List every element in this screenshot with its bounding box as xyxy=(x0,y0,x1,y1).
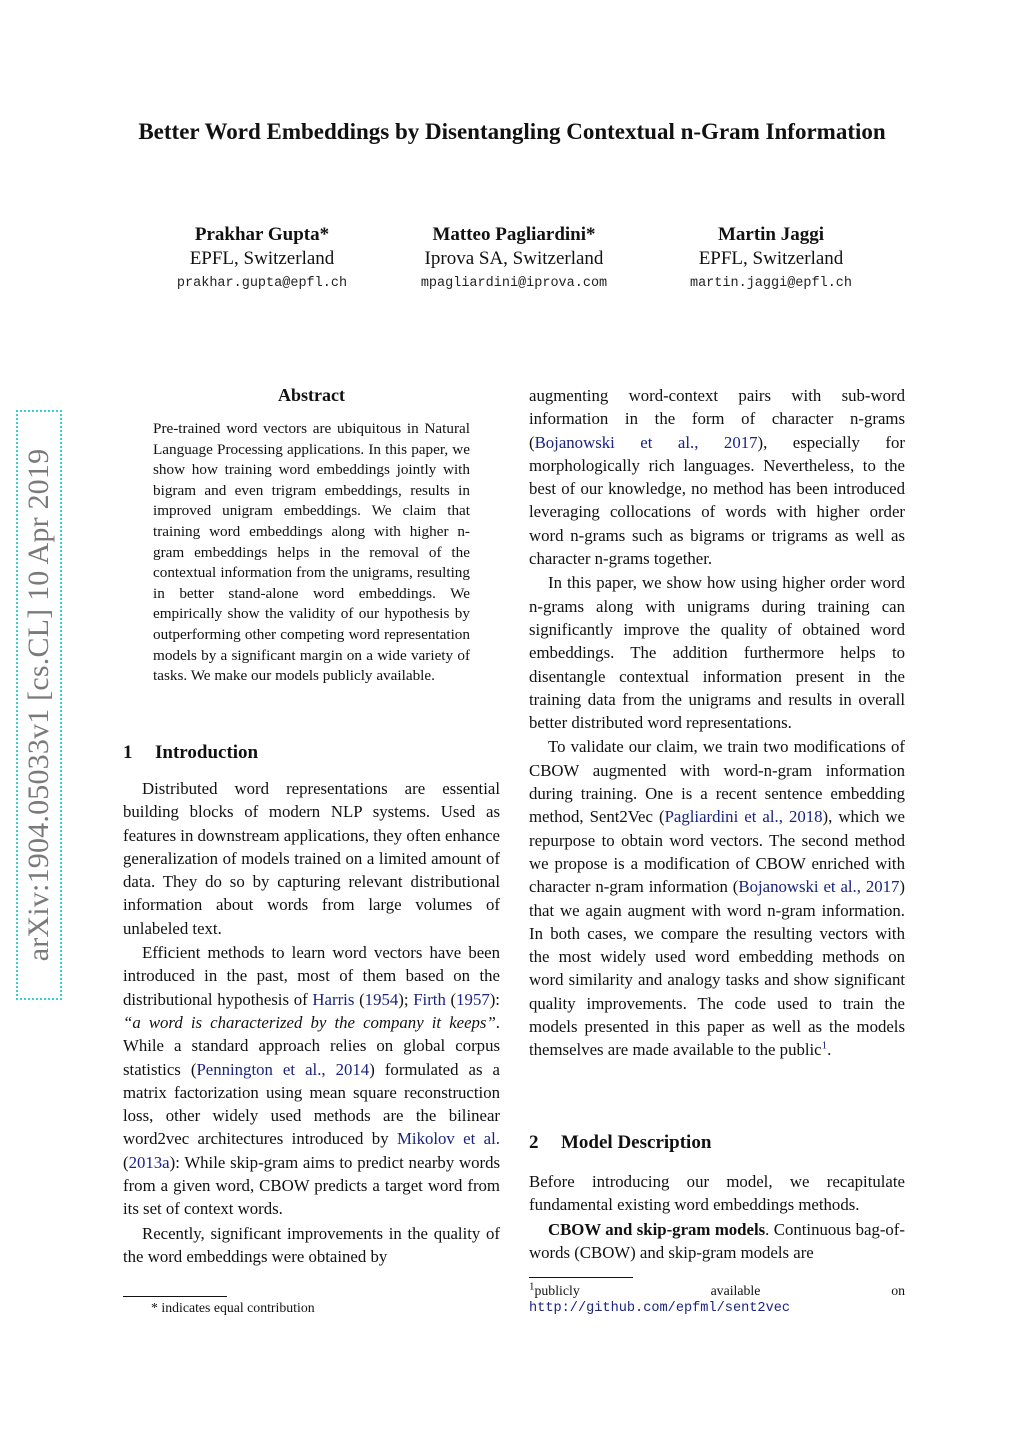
footnote-lead xyxy=(529,1282,580,1300)
text-run: ) that we again augment with word n-gram information. In both cases, we compare the resulting vectors with the most widely used word embedding methods on word similarity and analogy tasks and show significant quality improvements. The code used to train the models presented in this paper as well as the models themselves are made available to the public xyxy=(529,877,905,1060)
author-email[interactable]: mpagliardini@iprova.com xyxy=(420,276,608,291)
footnote-mark: * xyxy=(151,1300,158,1315)
citation-link[interactable]: 1954 xyxy=(364,989,399,1009)
paper-title: Better Word Embeddings by Disentangling Contextual n-Gram Information xyxy=(138,119,886,144)
text-run: . While a standard approach relies on global corpus statistics ( xyxy=(123,1012,500,1079)
footnote-text: indicates equal contribution xyxy=(161,1300,315,1315)
model-paragraph-2 xyxy=(529,1218,905,1265)
author-name: Martin Jaggi xyxy=(717,224,825,245)
arxiv-identifier[interactable]: arXiv:1904.05033v1 [cs.CL] 10 Apr 2019 xyxy=(22,448,55,962)
author-2 xyxy=(384,223,644,295)
author-3 xyxy=(641,223,901,295)
citation-link[interactable]: 2013a xyxy=(128,1152,170,1172)
code-url-link[interactable]: http://github.com/epfml/sent2vec xyxy=(529,1301,791,1316)
text-run: . Continuous bag-of-words (CBOW) and skip-gram models are xyxy=(529,1219,905,1262)
author-affiliation: Iprova SA, Switzerland xyxy=(424,248,604,269)
text-run: publicly xyxy=(534,1283,580,1298)
footnote-rule xyxy=(123,1296,227,1297)
footnote-equal-contribution xyxy=(151,1299,315,1317)
section-number: 2 xyxy=(529,1132,539,1153)
text-run: on xyxy=(891,1283,905,1298)
author-email[interactable]: martin.jaggi@epfl.ch xyxy=(689,276,853,291)
author-1 xyxy=(132,223,392,295)
citation-link[interactable]: Bojanowski et al., 2017 xyxy=(534,432,758,452)
section-heading-introduction xyxy=(123,741,258,765)
text-run: ), which we repurpose to obtain word vectors. The second method we propose is a modification of CBOW enriched with character n-gram information ( xyxy=(529,807,905,897)
footnote-reference[interactable]: 1 xyxy=(821,1039,828,1052)
citation-link[interactable]: Pagliardini et al., 2018 xyxy=(664,807,823,827)
citation-link[interactable]: 1957 xyxy=(456,989,490,1009)
intro-paragraph-2: Efficient methods to learn word vectors have been introduced in the past, most of them based on the distributional hypothesis of Harris (1954); Firth (1957): “a word is characterized by the company it keeps”. While a standard approach relies on global corpus statistics (Pennington et al., 2014) formulated as a matrix factorization using mean square reconstruction loss, other widely used methods are the bilinear word2vec architectures introduced by Mikolov et al. (2013a): While skip-gram aims to predict nearby words from a given word, CBOW predicts a target word from its set of context words. xyxy=(123,943,500,1219)
text-run: augmenting word-context pairs with sub-word information in the form of character n-grams ( xyxy=(529,386,905,452)
citation-link[interactable]: Mikolov et al. xyxy=(396,1129,500,1149)
right-paragraph-3 xyxy=(529,735,905,1061)
right-column-section2 xyxy=(529,1170,905,1264)
quote-text: “a word is characterized by the company it keeps” xyxy=(123,1012,496,1032)
text-run: Efficient methods to learn word vectors have been introduced in the past, most of them based on the distributional hypothesis of xyxy=(123,943,500,1009)
text-run: ) formulated as a matrix factorization using mean square reconstruction loss, other widely used methods are the bilinear word2vec architectures introduced by xyxy=(123,1059,500,1149)
abstract-heading: Abstract xyxy=(278,385,345,405)
section-title: Introduction xyxy=(155,742,259,763)
section-title: Model Description xyxy=(561,1132,712,1153)
citation-link[interactable]: Firth xyxy=(413,989,446,1009)
intro-paragraph-1: Distributed word representations are essential building blocks of modern NLP systems. Used as features in downstream applications, they often enhance generalization of models trained on a limited amount of data. They do so by capturing relevant distributional information about words from large volumes of unlabeled text. xyxy=(123,779,500,938)
model-paragraph-1: Before introducing our model, we recapitulate fundamental existing word embeddings methods. xyxy=(529,1172,905,1215)
footnote-code-availability xyxy=(529,1282,905,1318)
right-paragraph-2: In this paper, we show how using higher order word n-grams along with unigrams during training can significantly improve the quality of obtained word embeddings. The addition furthermore helps to disentangle contextual information present in the training data from the unigrams and results in overall better distributed word representations. xyxy=(529,573,905,733)
citation-link[interactable]: Bojanowski et al., 2017 xyxy=(738,877,900,897)
footnote-mark: 1 xyxy=(529,1280,535,1293)
paragraph-lead: CBOW and skip-gram models xyxy=(548,1219,766,1239)
author-affiliation: EPFL, Switzerland xyxy=(698,248,844,269)
right-paragraph-1 xyxy=(529,384,905,570)
section-heading-model-description xyxy=(529,1131,711,1155)
footnote-line xyxy=(529,1282,905,1300)
citation-link[interactable]: Harris xyxy=(312,989,355,1009)
author-name: Prakhar Gupta* xyxy=(194,224,330,245)
text-run: ), especially for morphologically rich languages. Nevertheless, to the best of our knowledge, no method has been introduced leveraging collocations of words with higher order word n-grams such as bigrams or trigrams as well as character n-grams together. xyxy=(529,432,905,569)
text-run: To validate our claim, we train two modifications of CBOW augmented with word-n-gram information during training. One is a recent sentence embedding method, Sent2Vec ( xyxy=(529,737,905,827)
right-column-body xyxy=(529,384,905,1062)
left-column-body xyxy=(123,777,500,1268)
citation-link[interactable]: Pennington et al., 2014 xyxy=(196,1059,370,1079)
author-email[interactable]: prakhar.gupta@epfl.ch xyxy=(176,276,348,291)
footnote-rule xyxy=(529,1277,633,1278)
section-number: 1 xyxy=(123,742,133,763)
author-affiliation: EPFL, Switzerland xyxy=(189,248,335,269)
text-run: available xyxy=(710,1283,761,1298)
text-run: ): While skip-gram aims to predict nearby words from a given word, CBOW predicts a target word from its set of context words. xyxy=(123,1152,500,1219)
text-run: . xyxy=(827,1040,832,1060)
intro-paragraph-3: Recently, significant improvements in the quality of the word embeddings were obtained by xyxy=(123,1223,500,1266)
author-name: Matteo Pagliardini* xyxy=(432,224,596,245)
abstract-text: Pre-trained word vectors are ubiquitous in Natural Language Processing applications. In this paper, we show how training word embeddings jointly with bigram and even trigram embeddings, results in improved unigram embeddings. We claim that training word embeddings along with higher n-gram embeddings helps in the removal of the contextual information from the unigrams, resulting in better stand-alone word embeddings. We empirically show the validity of our hypothesis by outperforming other competing word representation models by a significant margin on a wide variety of tasks. We make our models publicly available. xyxy=(153,420,470,685)
